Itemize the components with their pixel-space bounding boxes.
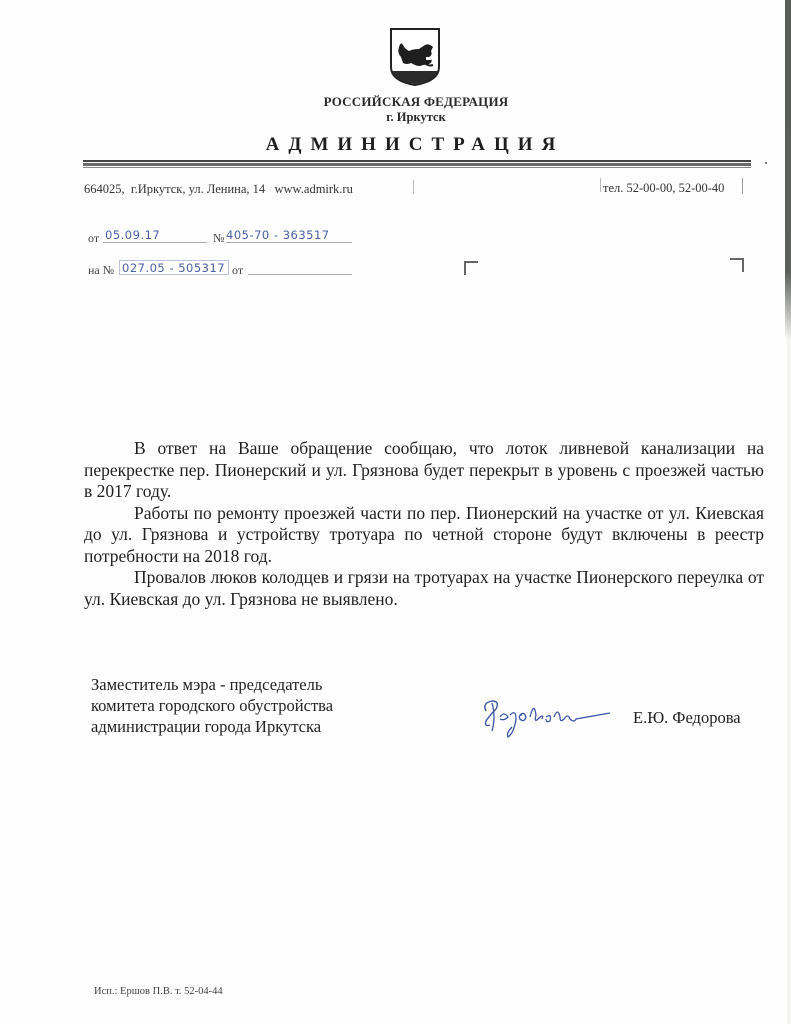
city-heading: г. Иркутск [386, 110, 446, 124]
organization-title: АДМИНИСТРАЦИЯ [265, 134, 565, 155]
date-label: от [88, 231, 100, 245]
reference-label: на № [88, 263, 115, 277]
address-line: 664025, г.Иркутск, ул. Ленина, 14 www.admirk.ru [84, 182, 353, 196]
phone-line: тел. 52-00-00, 52-00-40 [603, 181, 725, 195]
header-rule [83, 160, 751, 162]
header-rule [83, 163, 751, 166]
address-block-corner-left [464, 261, 478, 275]
divider [413, 180, 414, 194]
scan-dot [765, 162, 767, 164]
address-block-corner-right [730, 258, 744, 272]
divider [600, 178, 601, 192]
signer-position-line: администрации города Иркутска [91, 717, 322, 736]
reference-date-field[interactable] [248, 260, 352, 275]
header-rule [83, 167, 751, 168]
handwritten-signature [478, 693, 613, 743]
irkutsk-coat-of-arms-icon [389, 27, 441, 87]
reference-date-label: от [232, 263, 244, 277]
signer-position [91, 674, 333, 737]
number-field[interactable]: 405-70 - 363517 [226, 228, 352, 243]
signer-position-line: Заместитель мэра - председатель [91, 675, 323, 694]
body-paragraph: Работы по ремонту проезжей части по пер. Пионерский на участке от ул. Киевская до ул. Грязнова и устройству тротуара по четной стороне будут включены в реестр потребности на 2018 год. [84, 502, 764, 566]
scan-edge-shadow [785, 0, 791, 340]
date-field[interactable]: 05.09.17 [103, 228, 207, 243]
executor-note: Исп.: Ершов П.В. т. 52-04-44 [94, 986, 223, 997]
body-paragraph: Провалов люков колодцев и грязи на тротуарах на участке Пионерского переулка от ул. Киевская до ул. Грязнова не выявлено. [84, 567, 764, 609]
signer-name: Е.Ю. Федорова [633, 708, 741, 727]
reference-number-field[interactable]: 027.05 - 505317 [119, 260, 229, 275]
country-heading: РОССИЙСКАЯ ФЕДЕРАЦИЯ [323, 94, 509, 109]
letter-body [84, 438, 764, 610]
number-label: № [213, 231, 225, 245]
body-paragraph: В ответ на Ваше обращение сообщаю, что лоток ливневой канализации на перекрестке пер. Пионерский и ул. Грязнова будет перекрыт в уровень с проезжей частью в 2017 году. [84, 438, 764, 501]
divider [742, 178, 743, 194]
signer-position-line: комитета городского обустройства [91, 696, 334, 715]
